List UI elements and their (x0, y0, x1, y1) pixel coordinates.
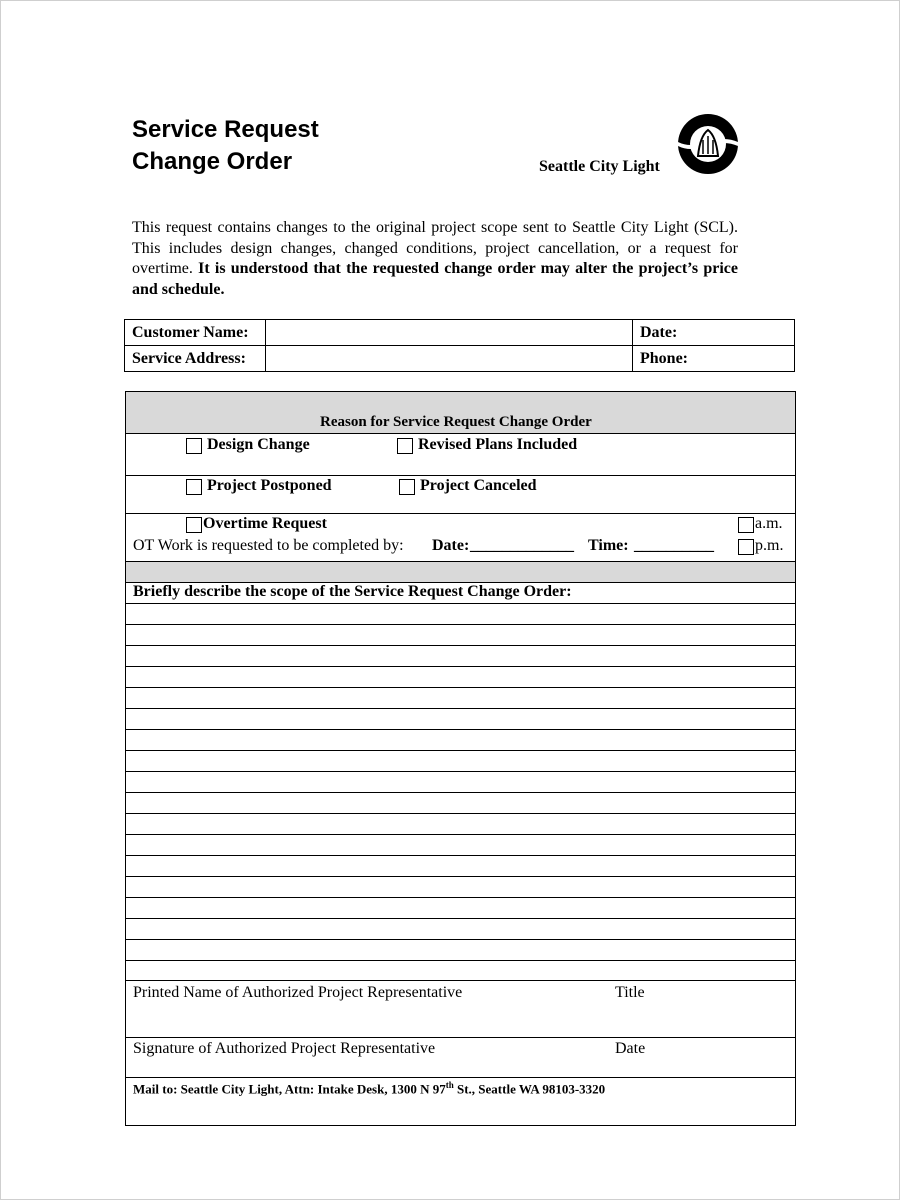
am-label: a.m. (755, 515, 783, 532)
revised-plans-label: Revised Plans Included (418, 436, 578, 453)
customer-table (124, 319, 795, 372)
mail-to-address (133, 1080, 605, 1097)
ot-time-field[interactable]: __________ (634, 537, 714, 554)
title-line-1: Service Request (132, 116, 319, 143)
ot-date-label: Date: (432, 537, 470, 554)
pm-checkbox[interactable] (738, 539, 754, 555)
reason-header-row (126, 392, 795, 434)
scope-line[interactable] (126, 814, 795, 835)
am-checkbox[interactable] (738, 517, 754, 533)
scope-line[interactable] (126, 709, 795, 730)
scope-line[interactable] (126, 667, 795, 688)
scope-heading-row (126, 583, 795, 604)
project-canceled-checkbox[interactable] (399, 479, 415, 495)
signature-label: Signature of Authorized Project Representative (133, 1040, 436, 1057)
mail-prefix: Mail to: Seattle City Light, Attn: Intake Desk, 1300 N 97 (133, 1081, 446, 1097)
mail-sup: th (445, 1080, 454, 1090)
reason-row-2 (126, 476, 795, 514)
ot-time-label: Time: (588, 537, 629, 554)
scope-line[interactable] (126, 793, 795, 814)
scope-line[interactable] (126, 835, 795, 856)
reason-row-1 (126, 434, 795, 476)
overtime-checkbox[interactable] (186, 517, 202, 533)
revised-plans-checkbox[interactable] (397, 438, 413, 454)
service-address-field[interactable] (266, 346, 633, 372)
reason-heading: Reason for Service Request Change Order (320, 414, 592, 430)
printed-name-row (126, 982, 795, 1038)
project-postponed-label: Project Postponed (207, 477, 332, 494)
signature-row (126, 1038, 795, 1078)
scope-line[interactable] (126, 730, 795, 751)
scope-line[interactable] (126, 625, 795, 646)
scope-line[interactable] (126, 877, 795, 898)
scope-line[interactable] (126, 604, 795, 625)
scope-line[interactable] (126, 919, 795, 940)
scope-line[interactable] (126, 898, 795, 919)
scope-line[interactable] (126, 961, 795, 981)
mail-rest: St., Seattle WA 98103-3320 (453, 1081, 606, 1097)
scope-line[interactable] (126, 772, 795, 793)
scope-line[interactable] (126, 940, 795, 961)
signature-date-label: Date (615, 1040, 646, 1057)
date-label: Date: (633, 320, 795, 346)
title-label: Title (615, 984, 645, 1001)
design-change-checkbox[interactable] (186, 438, 202, 454)
org-name: Seattle City Light (539, 158, 660, 175)
overtime-row (126, 514, 795, 562)
title-line-2: Change Order (132, 148, 293, 175)
scope-heading: Briefly describe the scope of the Service Request Change Order: (133, 583, 572, 600)
gray-separator (126, 562, 795, 583)
scope-line[interactable] (126, 856, 795, 877)
scope-line[interactable] (126, 688, 795, 709)
scope-line[interactable] (126, 646, 795, 667)
service-address-label: Service Address: (125, 346, 266, 372)
intro-text: This request contains changes to the original project scope sent to Seattle City Light (SCL). This includes design changes, changed conditions, project cancellation, or a request for overtime. (132, 219, 738, 277)
project-postponed-checkbox[interactable] (186, 479, 202, 495)
form-title (132, 114, 319, 178)
change-order-box (125, 391, 796, 1126)
seattle-city-light-logo (676, 112, 740, 176)
intro-bold-text: It is understood that the requested change order may alter the project’s price and schedule. (132, 260, 738, 298)
scope-line[interactable] (126, 751, 795, 772)
project-canceled-label: Project Canceled (420, 477, 537, 494)
ot-date-field[interactable]: _____________ (470, 537, 574, 554)
phone-label: Phone: (633, 346, 795, 372)
ot-work-text: OT Work is requested to be completed by: (133, 537, 404, 554)
customer-name-field[interactable] (266, 320, 633, 346)
printed-name-label: Printed Name of Authorized Project Representative (133, 984, 463, 1001)
overtime-label: Overtime Request (203, 515, 327, 532)
intro-paragraph (132, 218, 738, 300)
customer-name-label: Customer Name: (125, 320, 266, 346)
pm-label: p.m. (755, 537, 784, 554)
design-change-label: Design Change (207, 436, 310, 453)
